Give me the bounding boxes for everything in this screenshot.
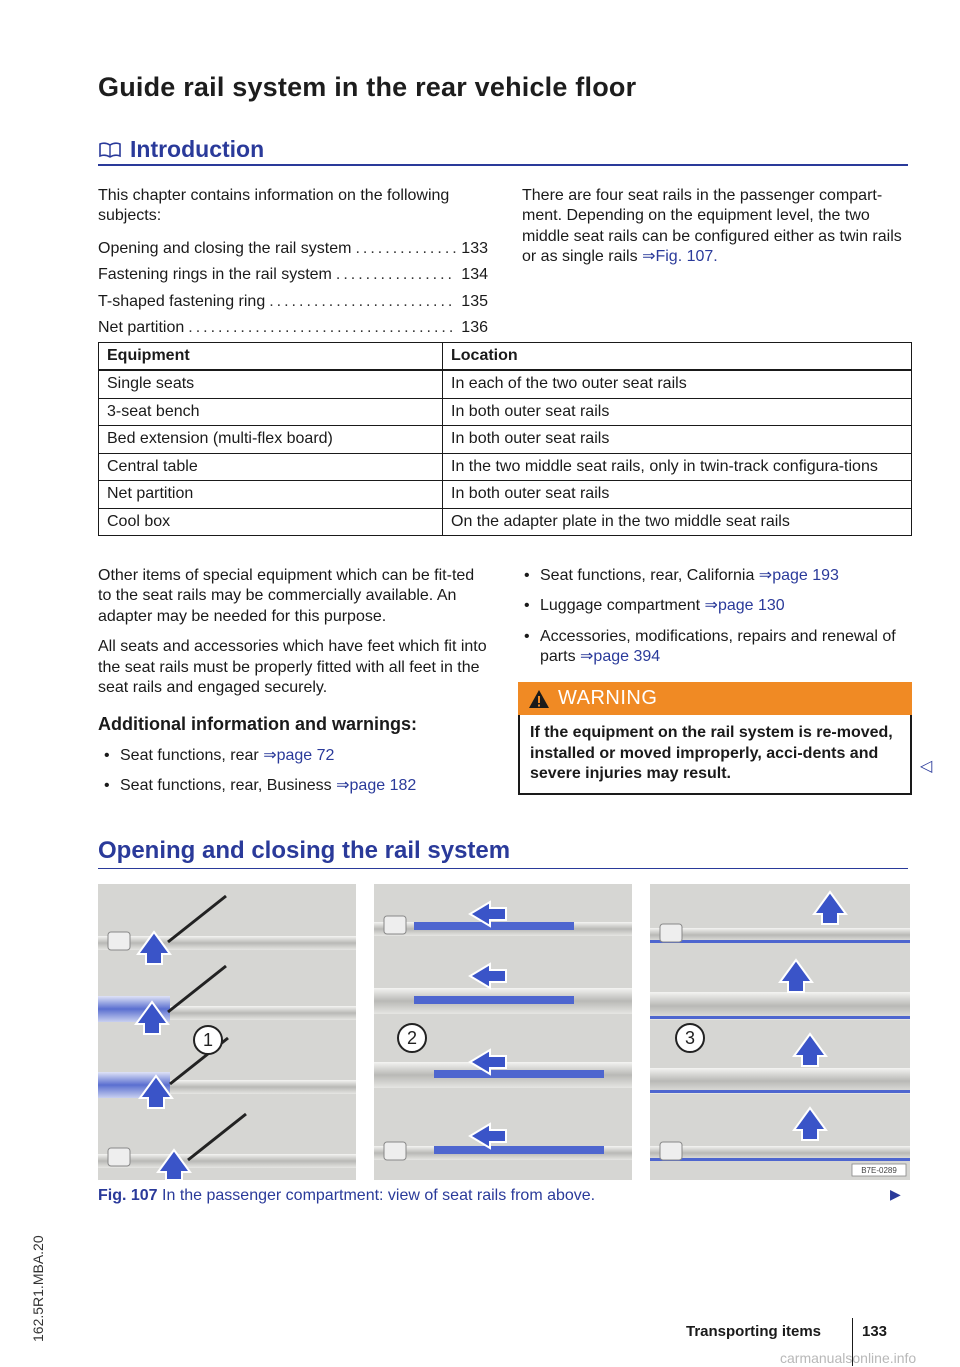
book-icon (98, 141, 122, 159)
toc-row[interactable] (98, 239, 488, 259)
table-header: Location (443, 343, 912, 371)
bullet-dot: • (524, 567, 530, 584)
footer-section: Transporting items (686, 1323, 822, 1340)
toc-row[interactable] (98, 265, 488, 285)
list-item (98, 746, 490, 766)
section-rule (98, 868, 908, 869)
figure-panel-3 (650, 884, 910, 1180)
table-row (99, 481, 912, 508)
warning-header (518, 682, 912, 716)
table-cell: Bed extension (multi-flex board) (99, 426, 443, 453)
continue-marker: ▶ (890, 1186, 901, 1202)
table-cell: In the two middle seat rails, only in twin-track configura-tions (443, 453, 912, 480)
intro-heading-label: Introduction (130, 136, 265, 162)
table-row (99, 426, 912, 453)
intro-lead: This chapter contains information on the following subjects: (98, 187, 450, 225)
list-item (518, 596, 912, 616)
table-cell: Net partition (99, 481, 443, 508)
toc-dots (188, 318, 456, 338)
body-paragraph: All seats and accessories which have feet which fit into the seat rails must be properly fitted with all feet in the seat rails and engaged securely. (98, 638, 487, 697)
table-row (99, 398, 912, 425)
caption-number: Fig. 107 (98, 1187, 158, 1204)
toc-row[interactable] (98, 292, 488, 312)
toc-row[interactable] (98, 318, 488, 338)
bullet-dot: • (104, 746, 110, 764)
list-item (98, 776, 490, 796)
toc-page: 136 (461, 319, 488, 337)
additional-heading: Additional information and warnings: (98, 713, 417, 734)
warning-label: WARNING (558, 686, 658, 709)
list-item (518, 566, 912, 586)
table-cell: Single seats (99, 370, 443, 398)
toc-dots (336, 265, 456, 285)
warning-triangle-icon (528, 689, 550, 709)
table-cell: In each of the two outer seat rails (443, 370, 912, 398)
intro-rule (98, 164, 908, 166)
side-code: 162.5R1.MBA.20 (30, 1235, 46, 1342)
toc-label: Net partition (98, 319, 185, 337)
toc-page: 135 (461, 292, 488, 310)
list-item-text: Seat functions, rear, California (540, 567, 759, 584)
bullet-dot: • (524, 627, 530, 645)
intro-heading (98, 135, 264, 164)
page-link[interactable]: ⇒page 130 (704, 597, 785, 615)
list-item-text: Luggage compartment (540, 597, 705, 615)
figure-panel-1 (98, 884, 356, 1180)
table-row (99, 370, 912, 398)
intro-left-column (98, 186, 488, 345)
figure-label-3: 3 (684, 1028, 696, 1048)
warning-box (518, 682, 912, 795)
warning-text: If the equipment on the rail system is re-moved, installed or moved improperly, acci-dents and severe injuries may result. (518, 715, 912, 794)
figure-label-2: 2 (406, 1028, 418, 1048)
toc-label: Fastening rings in the rail system (98, 266, 332, 284)
list-item-text: Seat functions, rear, Business (120, 777, 337, 795)
table-header-row (99, 343, 912, 371)
figure-label-1: 1 (202, 1030, 214, 1050)
bullet-dot: • (524, 597, 530, 615)
table-row (99, 508, 912, 535)
equipment-table (98, 342, 912, 536)
page-link[interactable]: ⇒page 193 (758, 567, 839, 584)
fig-link[interactable]: ⇒Fig. 107. (642, 248, 718, 266)
caption-text: In the passenger compartment: view of seat rails from above. (162, 1187, 596, 1204)
table-cell: 3-seat bench (99, 398, 443, 425)
toc-dots (355, 239, 456, 259)
intro-right-text (522, 186, 912, 268)
body-left-column (98, 566, 490, 807)
end-marker: ◁ (920, 758, 933, 775)
table-cell: In both outer seat rails (443, 426, 912, 453)
body-paragraph: Other items of special equipment which can be fit-ted to the seat rails may be commercially available. An adapter may be needed for this purpose. (98, 567, 475, 625)
seat-rails-figure (98, 884, 910, 1180)
equipment-table-wrap (98, 342, 912, 536)
intro-right-column (522, 186, 912, 278)
page-link[interactable]: ⇒page 182 (336, 777, 417, 795)
toc-page: 133 (461, 239, 488, 257)
watermark: carmanualsonline.info (780, 1350, 917, 1366)
table-cell: In both outer seat rails (443, 398, 912, 425)
table-cell: Cool box (99, 508, 443, 535)
table-cell: Central table (99, 453, 443, 480)
list-item-text: Seat functions, rear (120, 746, 264, 764)
toc-dots (269, 292, 456, 312)
bullet-dot: • (104, 777, 110, 795)
toc-page: 134 (461, 266, 488, 284)
list-item-text: Accessories, modifications, repairs and renewal of parts (540, 627, 896, 666)
figure-107 (98, 884, 910, 1180)
table-row (99, 453, 912, 480)
table-cell: On the adapter plate in the two middle seat rails (443, 508, 912, 535)
footer-page-number: 133 (862, 1323, 888, 1340)
figure-panel-2 (374, 884, 632, 1180)
table-header: Equipment (99, 343, 443, 371)
page-link[interactable]: ⇒page 72 (263, 746, 335, 764)
table-cell: In both outer seat rails (443, 481, 912, 508)
intro-right-body: There are four seat rails in the passenger compart-ment. Depending on the equipment level, the two middle seat rails can be configured either as twin rails or as single rails (522, 187, 902, 266)
section-heading: Opening and closing the rail system (98, 837, 511, 864)
list-item (518, 627, 912, 668)
figure-caption (98, 1186, 595, 1206)
page-title: Guide rail system in the rear vehicle floor (98, 72, 637, 102)
figure-code: B7E-0289 (861, 1166, 897, 1175)
body-right-column (518, 566, 912, 795)
page-link[interactable]: ⇒page 394 (580, 648, 661, 666)
toc-label: T-shaped fastening ring (98, 292, 266, 310)
toc-label: Opening and closing the rail system (98, 239, 352, 257)
